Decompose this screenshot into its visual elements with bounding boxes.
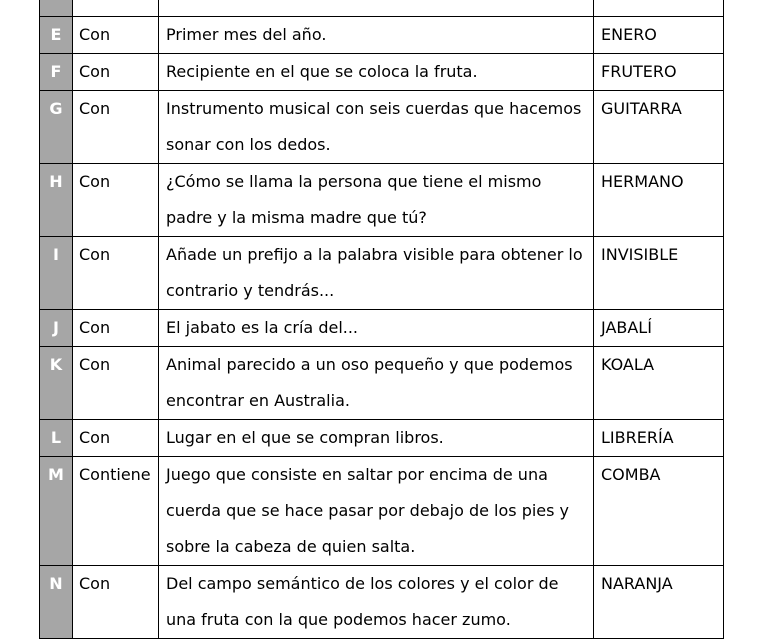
word-wheel-table-container: [39, 0, 724, 639]
answer-cell: [594, 0, 724, 17]
letter-cell: F: [40, 54, 73, 91]
letter-cell: G: [40, 91, 73, 164]
table-row: [40, 457, 724, 566]
letter-cell: E: [40, 17, 73, 54]
letter-cell: J: [40, 310, 73, 347]
type-cell: Con: [73, 164, 159, 237]
table-row: [40, 164, 724, 237]
letter-cell: M: [40, 457, 73, 566]
table-row: [40, 54, 724, 91]
answer-cell: COMBA: [594, 457, 724, 566]
type-cell: [73, 0, 159, 17]
type-cell: Con: [73, 91, 159, 164]
clue-cell: Instrumento musical con seis cuerdas que hacemos sonar con los dedos.: [159, 91, 594, 164]
clue-cell: Animal parecido a un oso pequeño y que podemos encontrar en Australia.: [159, 347, 594, 420]
answer-cell: JABALÍ: [594, 310, 724, 347]
type-cell: Con: [73, 347, 159, 420]
type-cell: Con: [73, 54, 159, 91]
type-cell: Con: [73, 237, 159, 310]
answer-cell: NARANJA: [594, 566, 724, 639]
table-body: [40, 0, 724, 639]
clue-cell: Juego que consiste en saltar por encima de una cuerda que se hace pasar por debajo de los pies y sobre la cabeza de quien salta.: [159, 457, 594, 566]
letter-cell: L: [40, 420, 73, 457]
clue-cell: Recipiente en el que se coloca la fruta.: [159, 54, 594, 91]
table-row: [40, 310, 724, 347]
type-cell: Con: [73, 17, 159, 54]
clue-cell: Lugar en el que se compran libros.: [159, 420, 594, 457]
letter-cell: H: [40, 164, 73, 237]
table-row: [40, 566, 724, 639]
table-row: [40, 347, 724, 420]
letter-cell: I: [40, 237, 73, 310]
clue-cell: Del campo semántico de los colores y el color de una fruta con la que podemos hacer zumo.: [159, 566, 594, 639]
clue-cell: Primer mes del año.: [159, 17, 594, 54]
answer-cell: FRUTERO: [594, 54, 724, 91]
clue-cell: Añade un prefijo a la palabra visible para obtener lo contrario y tendrás...: [159, 237, 594, 310]
letter-cell: N: [40, 566, 73, 639]
table-row: [40, 0, 724, 17]
clue-cell: El jabato es la cría del...: [159, 310, 594, 347]
type-cell: Con: [73, 566, 159, 639]
table-row: [40, 420, 724, 457]
table-row: [40, 91, 724, 164]
answer-cell: HERMANO: [594, 164, 724, 237]
table-row: [40, 237, 724, 310]
clue-cell: ¿Cómo se llama la persona que tiene el mismo padre y la misma madre que tú?: [159, 164, 594, 237]
letter-cell: K: [40, 347, 73, 420]
table-row: [40, 17, 724, 54]
word-wheel-table: [39, 0, 724, 639]
answer-cell: LIBRERÍA: [594, 420, 724, 457]
type-cell: Con: [73, 310, 159, 347]
answer-cell: ENERO: [594, 17, 724, 54]
type-cell: Contiene: [73, 457, 159, 566]
answer-cell: KOALA: [594, 347, 724, 420]
letter-cell: [40, 0, 73, 17]
answer-cell: INVISIBLE: [594, 237, 724, 310]
type-cell: Con: [73, 420, 159, 457]
answer-cell: GUITARRA: [594, 91, 724, 164]
clue-cell: [159, 0, 594, 17]
